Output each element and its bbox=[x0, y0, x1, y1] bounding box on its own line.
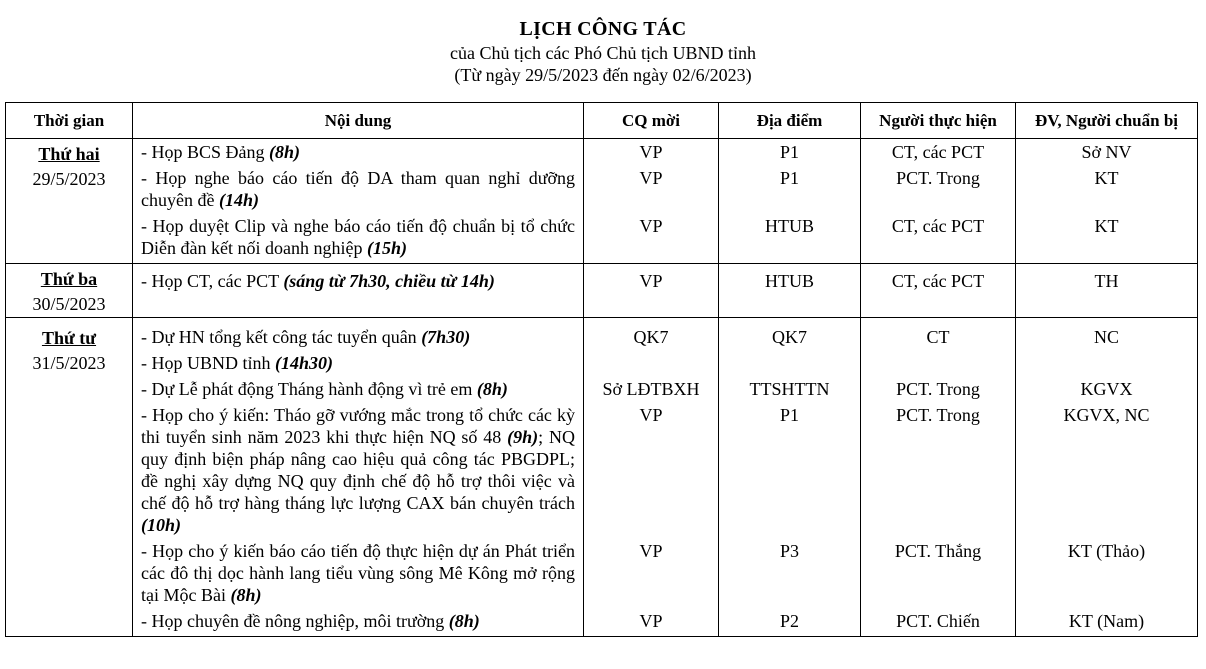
list-item: - Họp UBND tỉnh (14h30) bbox=[141, 353, 333, 373]
location-cell: HTUB bbox=[719, 264, 861, 318]
list-item: - Dự Lễ phát động Tháng hành động vì trẻ em (8h) bbox=[141, 379, 508, 399]
performer-cell: CT PCT. Trong PCT. Trong PCT. Thắng PCT. Chiến bbox=[861, 318, 1016, 637]
col-header-inviter: CQ mời bbox=[584, 103, 719, 139]
col-header-location: Địa điểm bbox=[719, 103, 861, 139]
inviter-cell: VP VP VP bbox=[584, 139, 719, 264]
col-header-preparer: ĐV, Người chuẩn bị bbox=[1016, 103, 1198, 139]
list-item: - Họp duyệt Clip và nghe báo cáo tiến độ chuẩn bị tổ chức Diễn đàn kết nối doanh nghiệp (15h) bbox=[141, 216, 575, 258]
day-date: 31/5/2023 bbox=[32, 353, 106, 373]
day-name: Thứ tư bbox=[41, 328, 97, 348]
document-subtitle: của Chủ tịch các Phó Chủ tịch UBND tỉnh bbox=[450, 43, 756, 63]
location-cell: P1 P1 HTUB bbox=[719, 139, 861, 264]
day-name: Thứ ba bbox=[40, 269, 98, 289]
preparer-cell: TH bbox=[1016, 264, 1198, 318]
document-title: LỊCH CÔNG TÁC bbox=[519, 18, 687, 40]
schedule-table bbox=[5, 102, 1198, 637]
col-header-time: Thời gian bbox=[6, 103, 133, 139]
location-cell: QK7 TTSHTTN P1 P3 P2 bbox=[719, 318, 861, 637]
day-date: 30/5/2023 bbox=[32, 294, 106, 314]
list-item: - Họp BCS Đảng (8h) bbox=[141, 142, 301, 162]
list-item: - Họp cho ý kiến báo cáo tiến độ thực hiện dự án Phát triển các đô thị dọc hành lang tiểu vùng sông Mê Kông mở rộng tại Mộc Bài (8h) bbox=[141, 541, 575, 605]
content-cell bbox=[133, 264, 584, 318]
table-row bbox=[6, 264, 1198, 318]
content-cell bbox=[133, 139, 584, 264]
table-row bbox=[6, 139, 1198, 264]
day-cell bbox=[6, 318, 133, 637]
col-header-performer: Người thực hiện bbox=[861, 103, 1016, 139]
list-item: - Họp chuyên đề nông nghiệp, môi trường (8h) bbox=[141, 611, 480, 631]
list-item: - Họp cho ý kiến: Tháo gỡ vướng mắc trong tổ chức các kỳ thi tuyển sinh năm 2023 khi thực hiện NQ số 48 (9h); NQ quy định biện pháp nâng cao hiệu quả công tác PBGDPL; đề nghị xây dựng NQ quy định chế độ hỗ trợ thôi việc và chế độ hỗ trợ hàng tháng lực lượng CAX bán chuyên trách (10h) bbox=[141, 405, 575, 535]
list-item: - Họp CT, các PCT (sáng từ 7h30, chiều từ 14h) bbox=[141, 271, 495, 291]
day-cell bbox=[6, 139, 133, 264]
performer-cell: CT, các PCT PCT. Trong CT, các PCT bbox=[861, 139, 1016, 264]
preparer-cell: Sở NV KT KT bbox=[1016, 139, 1198, 264]
inviter-cell: QK7 Sở LĐTBXH VP VP VP bbox=[584, 318, 719, 637]
list-item: - Dự HN tổng kết công tác tuyển quân (7h30) bbox=[141, 327, 471, 347]
table-header-row bbox=[6, 103, 1198, 139]
list-item: - Họp nghe báo cáo tiến độ DA tham quan nghỉ dưỡng chuyên đề (14h) bbox=[141, 168, 575, 210]
performer-cell: CT, các PCT bbox=[861, 264, 1016, 318]
day-cell bbox=[6, 264, 133, 318]
inviter-cell: VP bbox=[584, 264, 719, 318]
content-cell bbox=[133, 318, 584, 637]
preparer-cell: NC KGVX KGVX, NC KT (Thảo) KT (Nam) bbox=[1016, 318, 1198, 637]
day-date: 29/5/2023 bbox=[32, 169, 106, 189]
col-header-content: Nội dung bbox=[133, 103, 584, 139]
table-row bbox=[6, 318, 1198, 637]
day-name: Thứ hai bbox=[38, 144, 100, 164]
date-range: (Từ ngày 29/5/2023 đến ngày 02/6/2023) bbox=[454, 65, 752, 85]
